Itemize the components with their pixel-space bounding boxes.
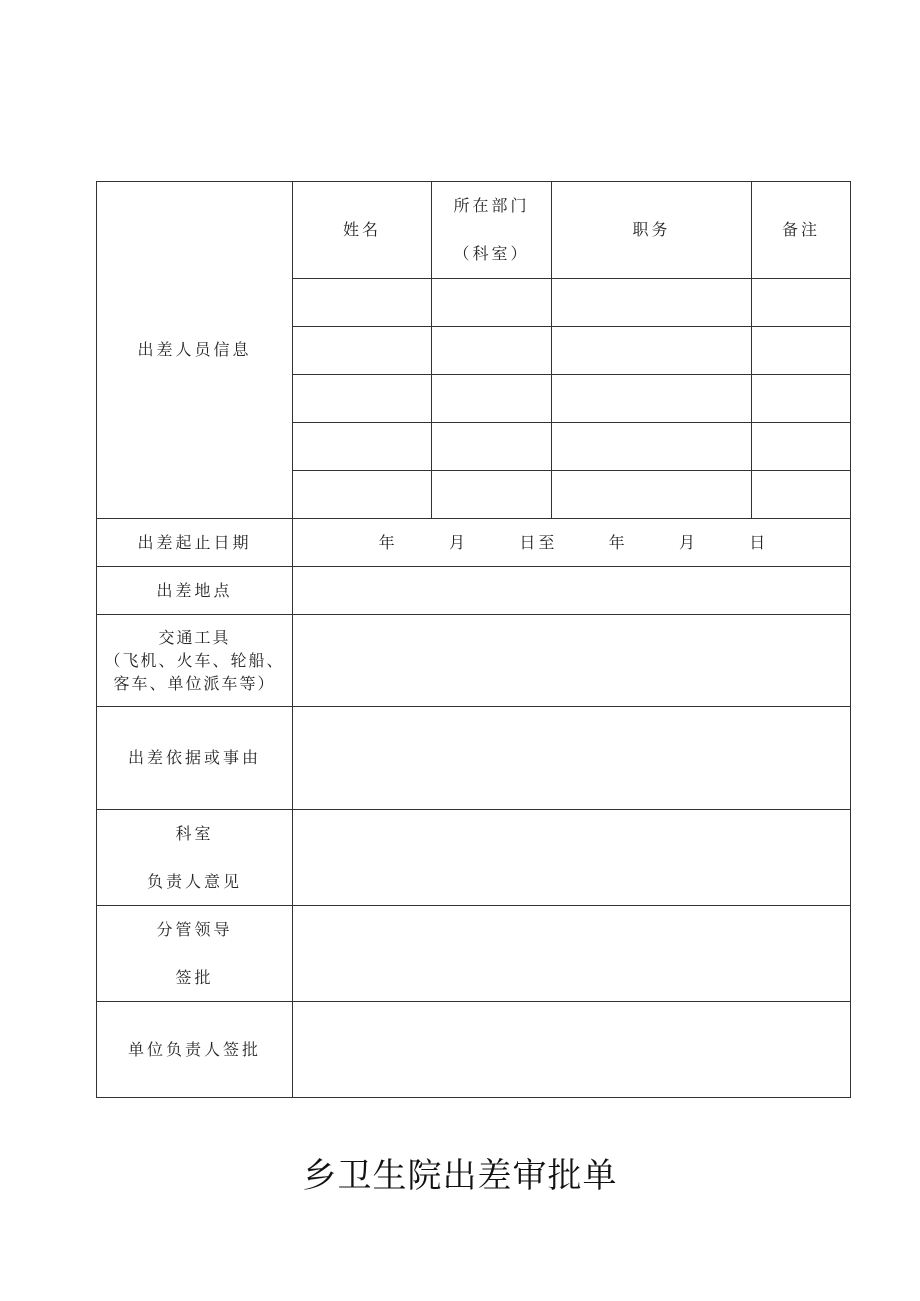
department-cell[interactable] xyxy=(432,423,552,471)
supervisor-label-line2: 签批 xyxy=(175,967,214,987)
name-cell[interactable] xyxy=(293,327,432,375)
remark-cell[interactable] xyxy=(752,327,851,375)
department-cell[interactable] xyxy=(432,375,552,423)
end-day-unit: 日 xyxy=(749,532,769,552)
approval-form-table xyxy=(96,181,851,1098)
name-header: 姓名 xyxy=(293,182,432,279)
dept-head-label-line1: 科室 xyxy=(175,823,214,843)
department-cell[interactable] xyxy=(432,327,552,375)
remark-cell[interactable] xyxy=(752,423,851,471)
name-cell[interactable] xyxy=(293,423,432,471)
supervisor-label xyxy=(97,906,293,1002)
dept-head-opinion-field[interactable] xyxy=(293,810,851,906)
name-cell[interactable] xyxy=(293,471,432,519)
name-cell[interactable] xyxy=(293,375,432,423)
position-cell[interactable] xyxy=(552,279,752,327)
remark-header: 备注 xyxy=(752,182,851,279)
transport-label-line1: 交通工具 xyxy=(158,627,231,647)
supervisor-label-line1: 分管领导 xyxy=(156,919,233,939)
start-day-to-unit: 日至 xyxy=(519,532,558,552)
position-cell[interactable] xyxy=(552,471,752,519)
dept-head-label-line2: 负责人意见 xyxy=(146,871,242,891)
transport-label-line3: 客车、单位派车等） xyxy=(113,674,276,694)
form-title: 乡卫生院出差审批单 xyxy=(302,1156,618,1196)
supervisor-approval-field[interactable] xyxy=(293,906,851,1002)
transport-label xyxy=(97,615,293,707)
remark-cell[interactable] xyxy=(752,471,851,519)
position-cell[interactable] xyxy=(552,327,752,375)
department-cell[interactable] xyxy=(432,471,552,519)
position-cell[interactable] xyxy=(552,423,752,471)
location-field[interactable] xyxy=(293,567,851,615)
start-year-unit: 年 xyxy=(378,532,398,552)
department-header xyxy=(432,182,552,279)
name-cell[interactable] xyxy=(293,279,432,327)
remark-cell[interactable] xyxy=(752,375,851,423)
remark-cell[interactable] xyxy=(752,279,851,327)
dept-head-label xyxy=(97,810,293,906)
position-header: 职务 xyxy=(552,182,752,279)
department-cell[interactable] xyxy=(432,279,552,327)
location-label: 出差地点 xyxy=(97,567,293,615)
unit-head-label: 单位负责人签批 xyxy=(97,1002,293,1098)
travel-dates-field[interactable] xyxy=(293,519,851,567)
end-month-unit: 月 xyxy=(678,532,698,552)
travel-dates-label: 出差起止日期 xyxy=(97,519,293,567)
reason-field[interactable] xyxy=(293,707,851,810)
transport-label-line2: （飞机、火车、轮船、 xyxy=(104,650,285,670)
personnel-info-label: 出差人员信息 xyxy=(97,182,293,519)
department-header-line1: 所在部门 xyxy=(453,196,530,215)
position-cell[interactable] xyxy=(552,375,752,423)
reason-label: 出差依据或事由 xyxy=(97,707,293,810)
transport-field[interactable] xyxy=(293,615,851,707)
department-header-line2: （科室） xyxy=(453,244,530,263)
start-month-unit: 月 xyxy=(448,532,468,552)
unit-head-approval-field[interactable] xyxy=(293,1002,851,1098)
end-year-unit: 年 xyxy=(608,532,628,552)
